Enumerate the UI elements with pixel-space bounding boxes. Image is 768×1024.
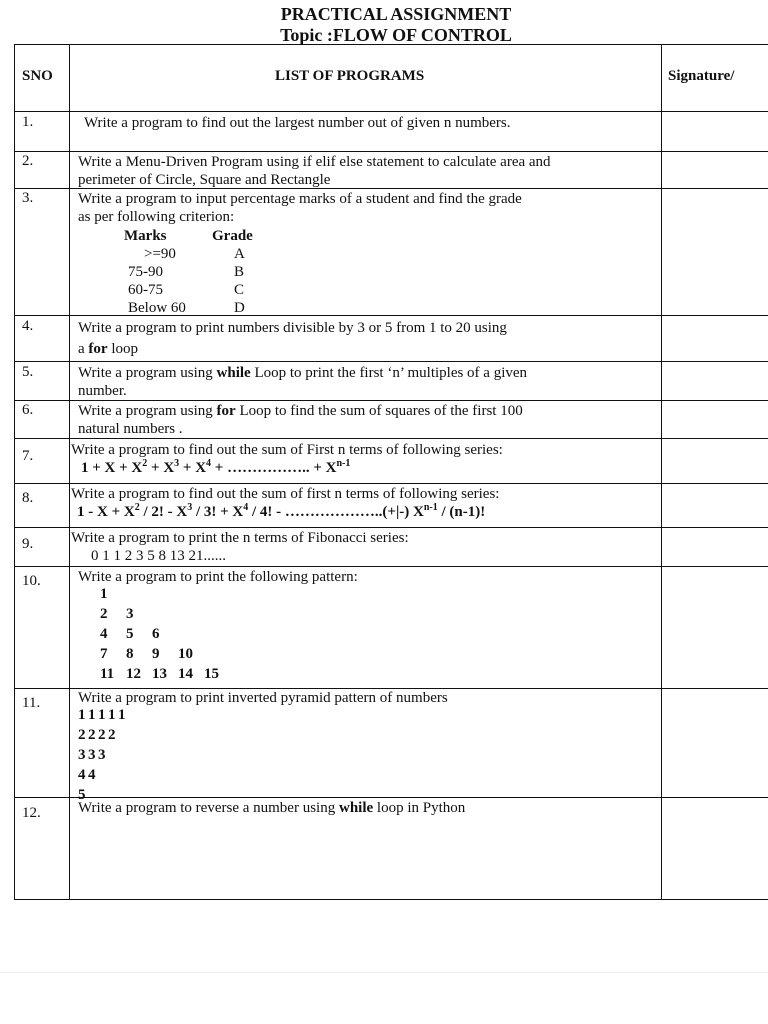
keyword: while bbox=[216, 365, 251, 381]
program-3-line: as per following criterion: bbox=[78, 209, 235, 225]
text-span: Write a program to reverse a number using bbox=[78, 800, 339, 816]
marks-value: Below 60 bbox=[128, 300, 186, 316]
pattern-number: 1 bbox=[108, 707, 116, 723]
pattern-number: 10 bbox=[178, 646, 193, 662]
program-7-text bbox=[71, 441, 651, 477]
series-formula bbox=[71, 503, 651, 521]
pattern-number: 12 bbox=[126, 666, 141, 682]
marks-value: >=90 bbox=[144, 246, 176, 262]
exponent: 4 bbox=[243, 502, 249, 513]
formula-part: 1 - X + X bbox=[77, 504, 135, 520]
grade-table-header bbox=[78, 227, 658, 245]
pattern-number: 2 bbox=[100, 606, 108, 622]
exponent: 3 bbox=[187, 502, 193, 513]
pattern-number: 1 bbox=[98, 707, 106, 723]
row-divider bbox=[14, 151, 768, 152]
formula-part: / 3! + X bbox=[192, 504, 244, 520]
row-divider bbox=[14, 400, 768, 401]
grade-value: B bbox=[234, 264, 245, 280]
program-9-text bbox=[71, 529, 651, 565]
grade-row bbox=[78, 245, 658, 263]
pattern-number: 1 bbox=[100, 586, 108, 602]
exponent: n-1 bbox=[336, 458, 351, 469]
pattern-number: 2 bbox=[108, 727, 116, 743]
pattern-row bbox=[100, 584, 658, 604]
row-number: 3. bbox=[22, 190, 34, 206]
program-10-text bbox=[78, 568, 658, 684]
program-8-line: Write a program to find out the sum of first n terms of following series: bbox=[71, 486, 500, 502]
row-divider bbox=[14, 566, 768, 567]
header-list-of-programs: LIST OF PROGRAMS bbox=[275, 68, 425, 84]
formula-part: / 2! - X bbox=[139, 504, 188, 520]
row-number: 12. bbox=[22, 805, 41, 821]
text-span: Loop to print the first ‘n’ multiples of a given bbox=[250, 365, 528, 381]
pattern-number: 1 bbox=[88, 707, 96, 723]
program-6-line bbox=[78, 402, 658, 420]
program-3-text bbox=[78, 190, 658, 317]
pattern-number: 3 bbox=[98, 747, 106, 763]
pattern-number: 2 bbox=[78, 727, 86, 743]
row-divider bbox=[14, 483, 768, 484]
formula-part: + …………….. + X bbox=[211, 460, 337, 476]
program-12-line bbox=[78, 799, 658, 817]
row-divider bbox=[14, 361, 768, 362]
grade-value: D bbox=[234, 300, 245, 316]
column-divider bbox=[69, 44, 70, 900]
row-divider bbox=[14, 527, 768, 528]
pattern-number: 1 bbox=[118, 707, 126, 723]
row-number: 11. bbox=[22, 695, 41, 711]
exponent: n-1 bbox=[423, 502, 438, 513]
grade-header: Grade bbox=[212, 228, 253, 244]
pattern-row bbox=[78, 765, 658, 785]
keyword: for bbox=[88, 341, 108, 357]
program-6-line: natural numbers . bbox=[78, 421, 183, 437]
pattern-row bbox=[100, 644, 658, 664]
fibonacci-series: 0 1 1 2 3 5 8 13 21...... bbox=[91, 548, 226, 564]
keyword: while bbox=[338, 800, 374, 816]
row-number: 1. bbox=[22, 114, 34, 130]
program-12-text bbox=[78, 799, 658, 817]
row-divider bbox=[14, 111, 768, 112]
exponent: 2 bbox=[134, 502, 140, 513]
pattern-number: 4 bbox=[88, 767, 96, 783]
keyword: for bbox=[216, 403, 236, 419]
pattern-number: 5 bbox=[126, 626, 134, 642]
text-span: loop in Python bbox=[373, 800, 466, 816]
program-4-line: Write a program to print numbers divisible by 3 or 5 from 1 to 20 using bbox=[78, 320, 507, 336]
pattern-number: 9 bbox=[152, 646, 160, 662]
grade-row bbox=[78, 299, 658, 317]
program-2-text bbox=[78, 153, 668, 189]
program-7-line: Write a program to find out the sum of First n terms of following series: bbox=[71, 442, 503, 458]
pattern-row bbox=[100, 664, 658, 684]
program-5-line bbox=[78, 364, 658, 382]
pattern-number: 3 bbox=[78, 747, 86, 763]
row-number: 4. bbox=[22, 318, 34, 334]
text-span: loop bbox=[107, 341, 138, 357]
program-1-text: Write a program to find out the largest number out of given n numbers. bbox=[84, 115, 511, 131]
row-number: 2. bbox=[22, 153, 34, 169]
pattern-number: 4 bbox=[100, 626, 108, 642]
grade-row bbox=[78, 263, 658, 281]
text-span: Write a program using bbox=[78, 365, 217, 381]
program-9-line: Write a program to print the n terms of Fibonacci series: bbox=[71, 530, 409, 546]
inverted-pyramid-pattern bbox=[78, 705, 658, 805]
pattern-number: 2 bbox=[88, 727, 96, 743]
pattern-row bbox=[78, 725, 658, 745]
formula-part: + X bbox=[179, 460, 207, 476]
marks-value: 75-90 bbox=[128, 264, 163, 280]
grade-value: A bbox=[234, 246, 245, 262]
program-11-text bbox=[78, 689, 658, 805]
exponent: 3 bbox=[174, 458, 180, 469]
pattern-number: 2 bbox=[98, 727, 106, 743]
pattern-number: 14 bbox=[178, 666, 193, 682]
pattern-row bbox=[78, 745, 658, 765]
pattern-number: 11 bbox=[100, 666, 115, 682]
exponent: 4 bbox=[206, 458, 212, 469]
pattern-number: 6 bbox=[152, 626, 160, 642]
pattern-number: 8 bbox=[126, 646, 134, 662]
program-2-line: Write a Menu-Driven Program using if elif else statement to calculate area and bbox=[78, 154, 551, 170]
text-span: Loop to find the sum of squares of the first 100 bbox=[235, 403, 523, 419]
program-8-text bbox=[71, 485, 651, 521]
series-formula bbox=[71, 459, 651, 477]
program-6-text bbox=[78, 402, 658, 438]
text-span: a bbox=[78, 341, 89, 357]
row-number: 7. bbox=[22, 448, 34, 464]
program-10-line: Write a program to print the following pattern: bbox=[78, 569, 358, 585]
page-edge bbox=[0, 972, 768, 973]
pattern-number: 13 bbox=[152, 666, 167, 682]
program-3-line: Write a program to input percentage marks of a student and find the grade bbox=[78, 191, 522, 207]
row-number: 6. bbox=[22, 402, 34, 418]
program-4-text bbox=[78, 318, 658, 360]
pattern-number: 3 bbox=[126, 606, 134, 622]
row-number: 10. bbox=[22, 573, 41, 589]
program-5-text bbox=[78, 364, 658, 400]
pattern-row bbox=[78, 705, 658, 725]
formula-part: + X bbox=[147, 460, 175, 476]
formula-part: / (n-1)! bbox=[437, 504, 486, 520]
pattern-number: 4 bbox=[78, 767, 86, 783]
page-title: PRACTICAL ASSIGNMENT bbox=[280, 4, 512, 24]
pattern-row bbox=[100, 604, 658, 624]
program-11-line: Write a program to print inverted pyramid pattern of numbers bbox=[78, 690, 448, 706]
pattern-number: 15 bbox=[204, 666, 219, 682]
header-signature: Signature/ bbox=[668, 68, 735, 84]
number-pattern bbox=[78, 584, 658, 684]
exponent: 2 bbox=[142, 458, 148, 469]
pattern-number: 3 bbox=[88, 747, 96, 763]
program-4-line bbox=[78, 339, 658, 360]
pattern-row bbox=[100, 624, 658, 644]
pattern-number: 7 bbox=[100, 646, 108, 662]
program-5-line: number. bbox=[78, 383, 127, 399]
row-number: 9. bbox=[22, 536, 34, 552]
pattern-number: 5 bbox=[78, 787, 86, 803]
program-2-line: perimeter of Circle, Square and Rectangle bbox=[78, 172, 331, 188]
header-sno: SNO bbox=[22, 68, 53, 84]
row-divider bbox=[14, 438, 768, 439]
row-number: 5. bbox=[22, 364, 34, 380]
page-subtitle: Topic :FLOW OF CONTROL bbox=[280, 25, 512, 45]
grade-value: C bbox=[234, 282, 245, 298]
text-span: Write a program using bbox=[78, 403, 217, 419]
formula-part: / 4! - ………………..(+|-) X bbox=[248, 504, 424, 520]
pattern-number: 1 bbox=[78, 707, 86, 723]
grade-row bbox=[78, 281, 658, 299]
marks-value: 60-75 bbox=[128, 282, 163, 298]
formula-part: 1 + X + X bbox=[81, 460, 143, 476]
row-number: 8. bbox=[22, 490, 34, 506]
marks-header: Marks bbox=[124, 228, 167, 244]
